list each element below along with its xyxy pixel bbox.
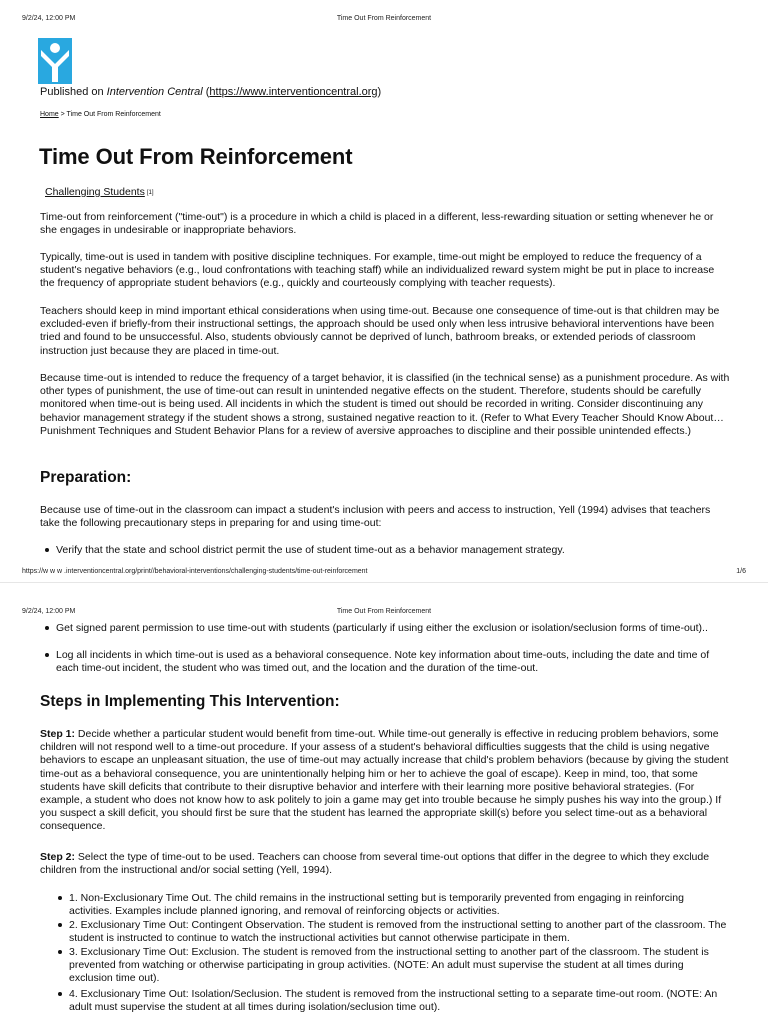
step-1-paragraph: Step 1: Decide whether a particular student would benefit from time-out. While time-out generally is effective in reducing problem behaviors, some children will not respond well to a time-out procedure. If your assess of a student's behavioral difficulties suggests that the child is using negative behaviors to escape an unpleasant situation, the use of time-out may actually increase that child's problem behaviors (because by giving the student time-out as a behavioral consequence, you are unintentionally helping him or her to achieve the goal of escape). Keep in mind, too, that some students have skill deficits that contribute to their disruptive behavior and interfere with their learning more positive behavioral strategies. (For example, a student who does not know how to ask politely to join a game may get into trouble because he simply pushes his way into the group.) If you suspect a skill deficit, you should first be sure that the student has learned the appropriate skill(s) before you select time-out as a behavioral consequence.: [40, 728, 729, 833]
site-link[interactable]: https://www.interventioncentral.org: [209, 86, 378, 98]
preparation-heading: Preparation:: [40, 469, 132, 486]
print-datetime: 9/2/24, 12:00 PM: [22, 15, 76, 22]
bullet-icon: [58, 992, 62, 996]
paragraph-definition: Time-out from reinforcement ("time-out") is a procedure in which a child is placed in a different, less-rewarding situation or setting whenever he or she engages in undesirable or inappropriate behaviors.: [40, 211, 714, 237]
preparation-intro: Because use of time-out in the classroom can impact a student's inclusion with peers and access to instruction, Yell (1994) advises that teachers take the following precautionary steps in preparing for and using time-out:: [40, 504, 711, 530]
print-page-number: 1/6: [736, 568, 746, 575]
paragraph-ethics: Teachers should keep in mind important ethical considerations when using time-out. Because one consequence of time-out is that children may be excluded-even if briefly-from their instructional settings, the approach should be used only when less intrusive behavioral interventions have been tried and found to be unsuccessful. Also, students obviously cannot be deprived of lunch, bathroom breaks, or extended periods of classroom instruction just because they are placed in time-out.: [40, 305, 720, 357]
print-title: Time Out From Reinforcement: [336, 15, 432, 22]
breadcrumb: Home > Time Out From Reinforcement: [40, 111, 161, 118]
page-break: [0, 582, 768, 600]
category-tag: [45, 186, 154, 198]
steps-heading: Steps in Implementing This Intervention:: [40, 693, 340, 710]
paragraph-punishment: Because time-out is intended to reduce the frequency of a target behavior, it is classified (in the technical sense) as a punishment procedure. As with other types of punishment, the use of time-out can result in unintended negative effects on the student. Therefore, students should be carefully monitored when time-out is being used. All incidents in which the student is timed out should be recorded in writing. Consider discontinuing any behavior management strategy if the student shows a strong, sustained negative reaction to it. (Refer to What Every Teacher Should Know About…Punishment Techniques and Student Behavior Plans for a review of aversive approaches to discipline and their possible unintended effects.): [40, 372, 730, 437]
breadcrumb-current: Time Out From Reinforcement: [66, 111, 161, 118]
step-2-paragraph: Step 2: Select the type of time-out to be used. Teachers can choose from several time-out options that differ in the degree to which they exclude children from the instructional and/or social setting (Yell, 1994).: [40, 851, 710, 877]
list-item: Log all incidents in which time-out is used as a behavioral consequence. Note key information about time-outs, including the date and time of each time-out incident, the student who was timed out, and the location and the duration of the time-out.: [56, 649, 726, 675]
list-item: Verify that the state and school district permit the use of student time-out as a behavior management strategy.: [56, 544, 726, 557]
site-name: Intervention Central: [106, 86, 203, 98]
list-item: 4. Exclusionary Time Out: Isolation/Seclusion. The student is removed from the instructional setting to a separate time-out room. (NOTE: An adult must supervise the student at all times during isolation/seclusion time out).: [69, 988, 729, 1014]
bullet-icon: [45, 626, 49, 630]
print-title: Time Out From Reinforcement: [336, 608, 432, 615]
print-url: https://w w w .interventioncentral.org/print//behavioral-interventions/challenging-students/time-out-reinforcement: [22, 568, 368, 575]
print-page-2: [0, 600, 768, 1024]
bullet-icon: [45, 653, 49, 657]
breadcrumb-home-link[interactable]: Home: [40, 111, 59, 118]
list-item: 2. Exclusionary Time Out: Contingent Observation. The student is removed from the instructional setting to another part of the classroom. The student is instructed to continue to watch the instructional activities but cannot otherwise participate in them.: [69, 919, 729, 945]
print-datetime: 9/2/24, 12:00 PM: [22, 608, 76, 615]
step-1-label: Step 1:: [40, 728, 76, 740]
list-item: 3. Exclusionary Time Out: Exclusion. The student is removed from the instructional setting to another part of the classroom. The student is prevented from watching or otherwise participating in group activities. (NOTE: An adult must supervise the student at all times during exclusion time out).: [69, 946, 729, 986]
bullet-icon: [58, 950, 62, 954]
bullet-icon: [58, 923, 62, 927]
intervention-central-logo: [38, 38, 72, 84]
paragraph-typical-use: Typically, time-out is used in tandem with positive discipline techniques. For example, time-out might be employed to reduce the frequency of a student's negative behaviors (e.g., loud confrontations with teaching staff) while an individualized reward system might be put in place to increase the frequency of appropriate student behaviors (e.g., quickly and courteously complying with teacher requests).: [40, 251, 715, 290]
step-2-label: Step 2:: [40, 851, 76, 863]
bullet-icon: [45, 548, 49, 552]
page-title: Time Out From Reinforcement: [39, 144, 353, 169]
published-line: Published on Intervention Central (https://www.interventioncentral.org): [40, 86, 382, 98]
category-link[interactable]: Challenging Students: [45, 186, 145, 198]
list-item: Get signed parent permission to use time-out with students (particularly if using either the exclusion or isolation/seclusion forms of time-out)..: [56, 622, 726, 635]
bullet-icon: [58, 896, 62, 900]
list-item: 1. Non-Exclusionary Time Out. The child remains in the instructional setting but is temporarily prevented from engaging in reinforcing activities. Examples include planned ignoring, and removal of reinforcing objects or activities.: [69, 892, 729, 918]
category-ref: [1]: [146, 190, 154, 196]
